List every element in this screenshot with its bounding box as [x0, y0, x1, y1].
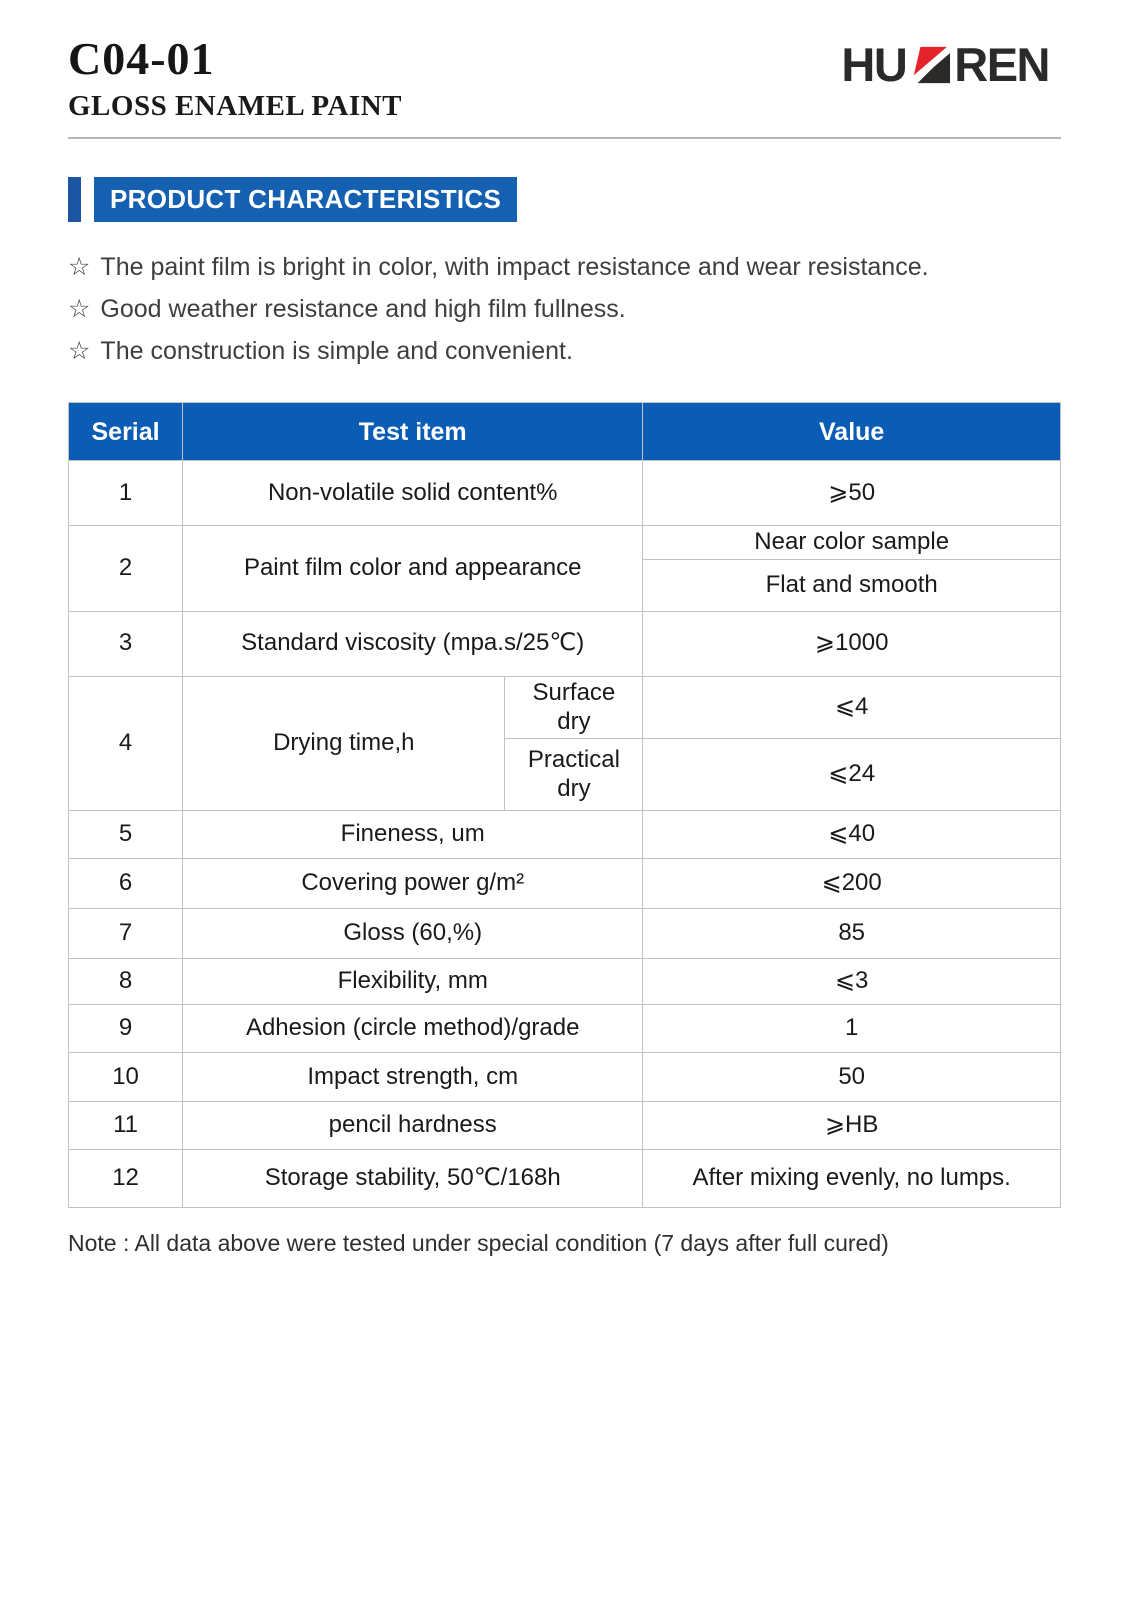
serial-cell: 6	[69, 859, 183, 909]
feature-text: The construction is simple and convenient.	[100, 337, 573, 365]
test-item-cell: Adhesion (circle method)/grade	[183, 1005, 643, 1053]
value-cell: 1	[643, 1005, 1061, 1053]
product-code: C04-01	[68, 33, 215, 84]
serial-cell: 11	[69, 1102, 183, 1150]
table-row	[69, 1005, 1061, 1053]
serial-cell: 12	[69, 1150, 183, 1208]
product-name: GLOSS ENAMEL PAINT	[68, 90, 402, 122]
value-cell: ⩽200	[643, 859, 1061, 909]
sub-item-cell: Surface dry	[505, 676, 643, 739]
value-cell: Near color sample	[643, 526, 1061, 560]
value-cell: ⩽40	[643, 811, 1061, 859]
brand-logo	[841, 38, 1049, 91]
value-cell: ⩽24	[643, 739, 1061, 811]
test-item-cell: Storage stability, 50℃/168h	[183, 1150, 643, 1208]
value-cell: After mixing evenly, no lumps.	[643, 1150, 1061, 1208]
feature-text: The paint film is bright in color, with impact resistance and wear resistance.	[100, 253, 929, 281]
table-row	[69, 676, 1061, 739]
serial-cell: 9	[69, 1005, 183, 1053]
value-cell: 85	[643, 909, 1061, 959]
test-item-cell: Paint film color and appearance	[183, 526, 643, 612]
test-item-cell: Covering power g/m²	[183, 859, 643, 909]
table-row	[69, 461, 1061, 526]
feature-list	[68, 246, 1061, 372]
table-row	[69, 909, 1061, 959]
serial-cell: 8	[69, 959, 183, 1005]
logo-text-prefix: HU	[841, 38, 907, 91]
table-row	[69, 611, 1061, 676]
section-header	[68, 177, 1061, 222]
test-item-cell: Drying time,h	[183, 676, 505, 811]
value-cell: 50	[643, 1053, 1061, 1102]
feature-item	[68, 246, 1061, 288]
table-row	[69, 1053, 1061, 1102]
test-item-cell: Standard viscosity (mpa.s/25℃)	[183, 611, 643, 676]
table-row	[69, 1102, 1061, 1150]
test-item-cell: Gloss (60,%)	[183, 909, 643, 959]
serial-cell: 1	[69, 461, 183, 526]
value-cell: Flat and smooth	[643, 559, 1061, 611]
document-header	[68, 33, 1061, 122]
serial-cell: 3	[69, 611, 183, 676]
table-row	[69, 859, 1061, 909]
test-item-cell: Flexibility, mm	[183, 959, 643, 1005]
test-item-cell: Fineness, um	[183, 811, 643, 859]
star-bullet-icon: ☆	[68, 253, 91, 281]
value-cell: ⩾HB	[643, 1102, 1061, 1150]
value-cell: ⩽4	[643, 676, 1061, 739]
section-accent-bar	[68, 177, 81, 222]
section-title: PRODUCT CHARACTERISTICS	[94, 177, 517, 222]
table-header-row	[69, 403, 1061, 461]
value-cell: ⩾50	[643, 461, 1061, 526]
feature-item	[68, 330, 1061, 372]
spec-table	[68, 402, 1061, 1208]
serial-cell: 7	[69, 909, 183, 959]
table-row	[69, 1150, 1061, 1208]
column-header-serial: Serial	[69, 403, 183, 461]
serial-cell: 10	[69, 1053, 183, 1102]
logo-mark-icon	[909, 45, 951, 85]
value-cell: ⩾1000	[643, 611, 1061, 676]
logo-text-suffix: REN	[954, 38, 1049, 91]
feature-text: Good weather resistance and high film fullness.	[100, 295, 626, 323]
test-item-cell: pencil hardness	[183, 1102, 643, 1150]
serial-cell: 2	[69, 526, 183, 612]
star-bullet-icon: ☆	[68, 295, 91, 323]
test-item-cell: Non-volatile solid content%	[183, 461, 643, 526]
column-header-value: Value	[643, 403, 1061, 461]
table-row	[69, 526, 1061, 560]
test-item-cell: Impact strength, cm	[183, 1053, 643, 1102]
table-row	[69, 811, 1061, 859]
table-row	[69, 959, 1061, 1005]
serial-cell: 4	[69, 676, 183, 811]
header-divider	[68, 137, 1061, 139]
feature-item	[68, 288, 1061, 330]
star-bullet-icon: ☆	[68, 337, 91, 365]
serial-cell: 5	[69, 811, 183, 859]
sub-item-cell: Practical dry	[505, 739, 643, 811]
value-cell: ⩽3	[643, 959, 1061, 1005]
footnote: Note : All data above were tested under special condition (7 days after full cured)	[68, 1230, 889, 1257]
column-header-test-item: Test item	[183, 403, 643, 461]
